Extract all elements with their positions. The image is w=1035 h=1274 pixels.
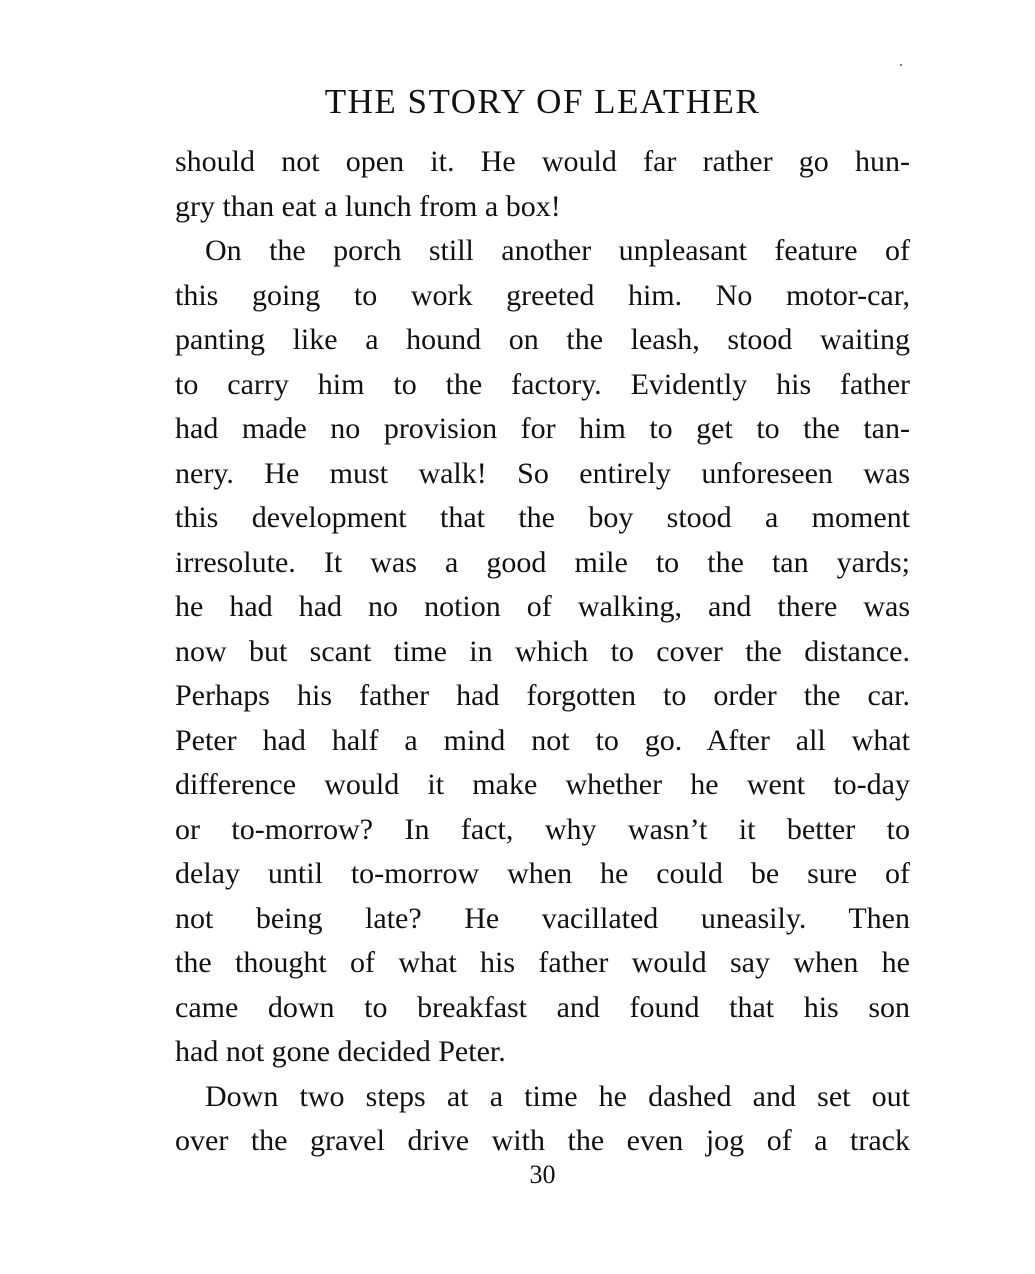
text-line: over the gravel drive with the even jog of a track — [175, 1124, 910, 1157]
text-line: panting like a hound on the leash, stood waiting — [175, 323, 910, 356]
text-line: On the porch still another unpleasant feature of — [205, 234, 910, 267]
page-number: 30 — [529, 1160, 556, 1189]
text-line: came down to breakfast and found that his son — [175, 990, 910, 1024]
body-text — [175, 140, 910, 1164]
text-line: should not open it. He would far rather go hun- — [175, 145, 910, 178]
text-line: this going to work greeted him. No motor-car, — [175, 278, 910, 312]
text-line: had not gone decided Peter. — [175, 1035, 506, 1068]
text-line: not being late? He vacillated uneasily. Then — [175, 901, 910, 935]
text-line: Peter had half a mind not to go. After all what — [175, 723, 910, 757]
text-line: gry than eat a lunch from a box! — [175, 189, 561, 223]
text-line: this development that the boy stood a moment — [175, 501, 910, 534]
text-line: the thought of what his father would say when he — [175, 946, 910, 979]
text-line: now but scant time in which to cover the distance. — [175, 634, 910, 668]
text-line: irresolute. It was a good mile to the tan yards; — [175, 545, 910, 579]
text-line: had made no provision for him to get to the tan- — [175, 412, 910, 445]
text-line: he had had no notion of walking, and there was — [175, 590, 910, 623]
running-head: THE STORY OF LEATHER — [324, 82, 761, 121]
text-line: delay until to-morrow when he could be sure of — [175, 857, 910, 890]
text-line: difference would it make whether he went to-day — [175, 768, 910, 801]
text-line: Perhaps his father had forgotten to order the car. — [175, 679, 910, 712]
text-line: or to-morrow? In fact, why wasn’t it better to — [175, 812, 910, 846]
text-line: Down two steps at a time he dashed and set out — [205, 1079, 910, 1113]
text-line: nery. He must walk! So entirely unforeseen was — [175, 456, 910, 490]
text-line: to carry him to the factory. Evidently his father — [175, 367, 910, 401]
scan-speck — [900, 64, 902, 66]
